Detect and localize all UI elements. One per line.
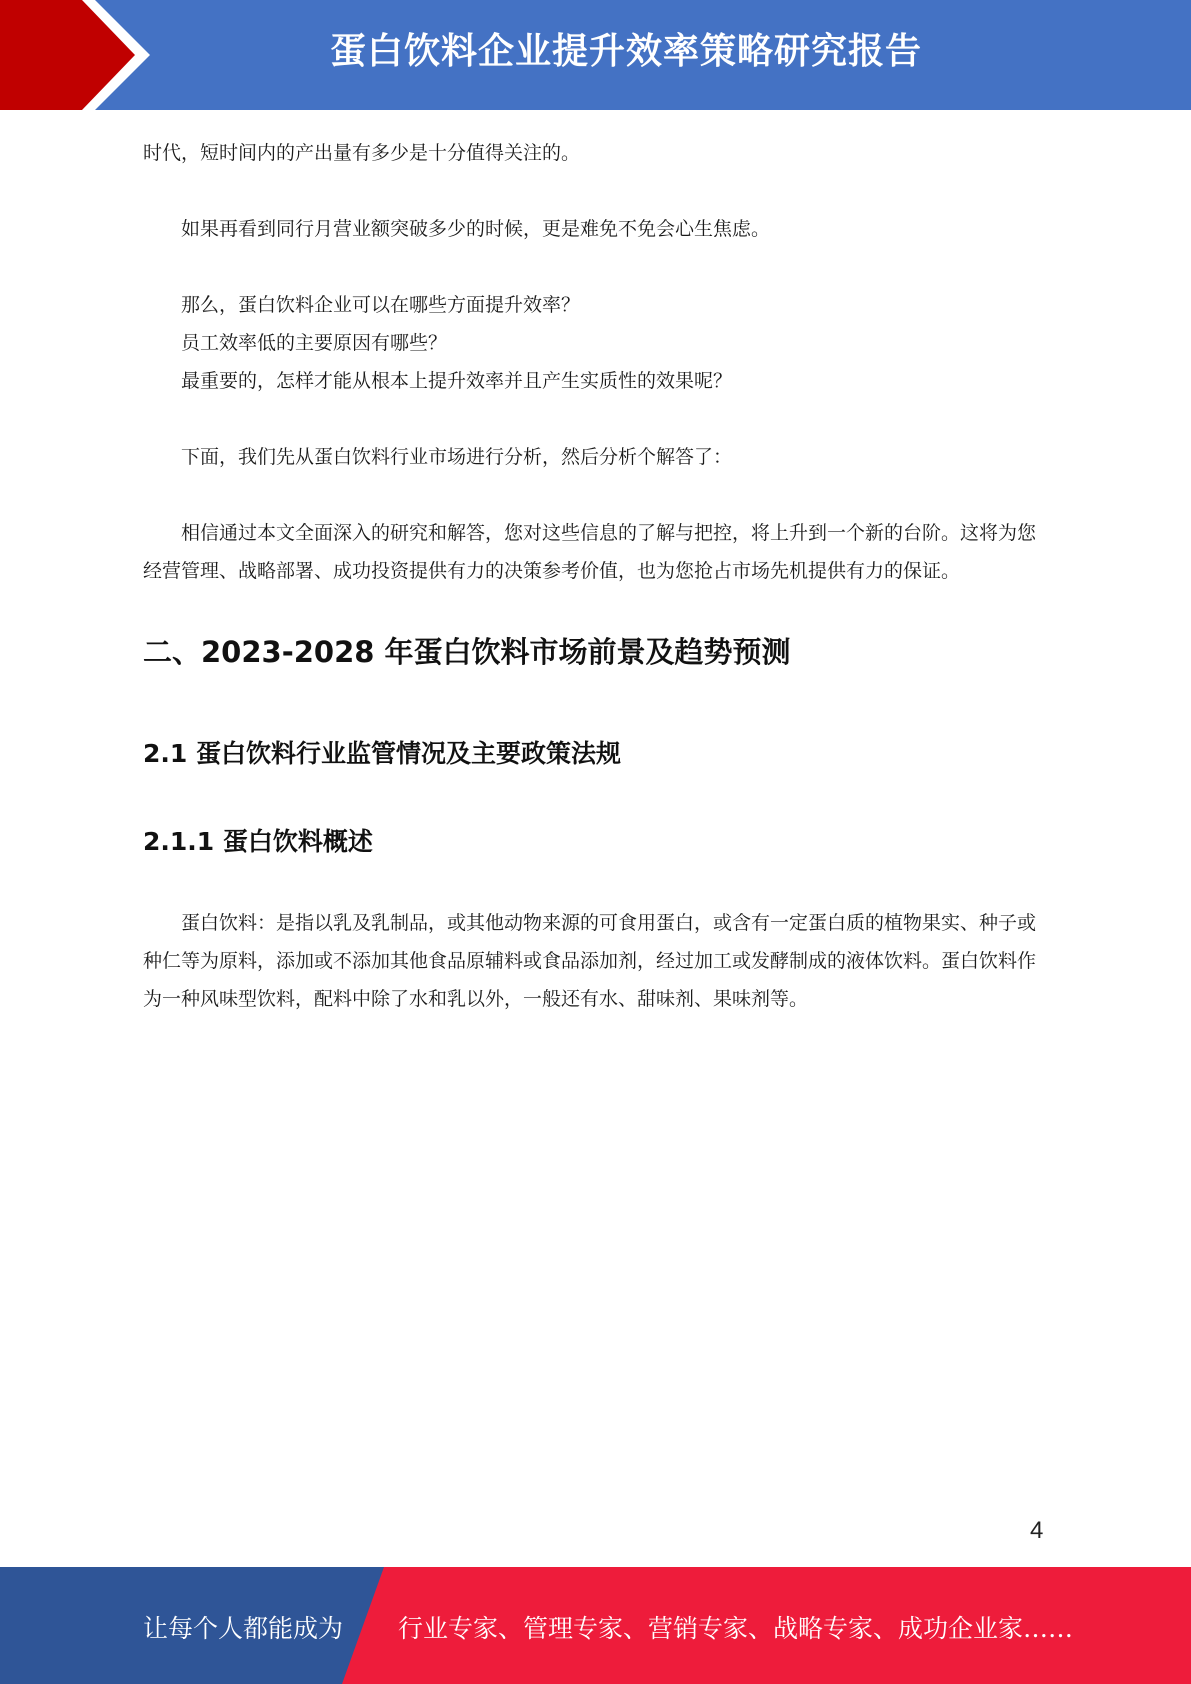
spacer (143, 860, 1048, 904)
paragraph: 最重要的，怎样才能从根本上提升效率并且产生实质性的效果呢？ (181, 370, 733, 392)
paragraph: 时代，短时间内的产出量有多少是十分值得关注的。 (143, 142, 581, 164)
spacer (143, 590, 1048, 632)
paragraph: 下面，我们先从蛋白饮料行业市场进行分析，然后分析个解答了： (181, 446, 733, 468)
spacer (143, 172, 1048, 210)
section-heading: 二、2023-2028 年蛋白饮料市场前景及趋势预测 (143, 635, 791, 669)
page-number: 4 (1030, 1517, 1044, 1544)
spacer (143, 672, 1048, 736)
subsection-heading: 2.1 蛋白饮料行业监管情况及主要政策法规 (143, 739, 621, 768)
paragraph: 员工效率低的主要原因有哪些？ (181, 332, 448, 354)
spacer (143, 476, 1048, 514)
document-title: 蛋白饮料企业提升效率策略研究报告 (330, 31, 923, 72)
page-content (143, 134, 1048, 1018)
paragraph: 相信通过本文全面深入的研究和解答，您对这些信息的了解与把控，将上升到一个新的台阶。这将为您经营管理、战略部署、成功投资提供有力的决策参考价值，也为您抢占市场先机提供有力的保证。 (143, 522, 1037, 582)
spacer (143, 248, 1048, 286)
spacer (143, 400, 1048, 438)
paragraph: 蛋白饮料：是指以乳及乳制品，或其他动物来源的可食用蛋白，或含有一定蛋白质的植物果实、种子或种仁等为原料，添加或不添加其他食品原辅料或食品添加剂，经过加工或发酵制成的液体饮料。蛋白饮料作为一种风味型饮料，配料中除了水和乳以外，一般还有水、甜味剂、果味剂等。 (143, 912, 1037, 1010)
footer-banner (0, 1567, 1191, 1684)
footer-slogan-right: 行业专家、管理专家、营销专家、战略专家、成功企业家…… (398, 1614, 1074, 1643)
paragraph: 那么，蛋白饮料企业可以在哪些方面提升效率？ (181, 294, 581, 316)
header-banner (0, 0, 1191, 110)
spacer (143, 772, 1048, 824)
footer-slogan-left: 让每个人都能成为 (143, 1614, 344, 1643)
subsubsection-heading: 2.1.1 蛋白饮料概述 (143, 827, 373, 856)
paragraph: 如果再看到同行月营业额突破多少的时候，更是难免不免会心生焦虑。 (181, 218, 771, 240)
